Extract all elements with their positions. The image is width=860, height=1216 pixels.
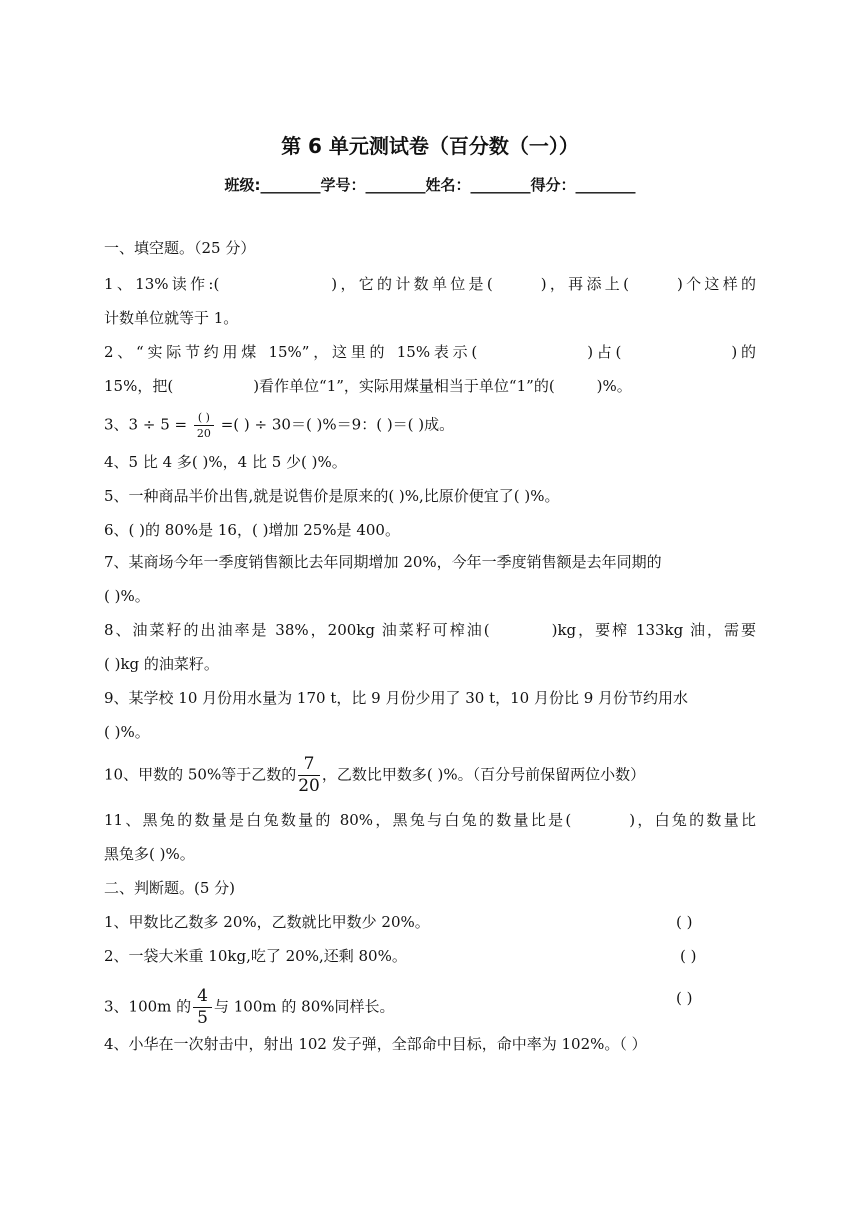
question-2-line-1: 2、“实际节约用煤 15%”，这里的 15%表示( )占( )的 [104, 343, 756, 361]
student-info-line: 班级:________学号：________姓名：________得分：________ [224, 176, 636, 194]
section-true-false-heading: 二、判断题。(5 分) [104, 879, 236, 897]
question-6: 6、( )的 80%是 16，( )增加 25%是 400。 [104, 521, 400, 539]
fraction-7-over-20: $\frac{7}{20}$ [298, 754, 320, 796]
question-3: 3、3 ÷ 5 = $\frac{( )}{20}$ =( ) ÷ 30＝( )%＝9：( )＝( )成。 [104, 411, 455, 440]
judge-2: 2、一袋大米重 10kg,吃了 20%,还剩 80%。 [104, 947, 407, 965]
judge-3-answer-blank: ( ) [676, 989, 693, 1007]
question-4: 4、5 比 4 多( )%，4 比 5 少( )%。 [104, 453, 347, 471]
question-9-line-1: 9、某学校 10 月份用水量为 170 t，比 9 月份少用了 30 t，10 月份比 9 月份节约用水 [104, 689, 689, 707]
question-7-line-1: 7、某商场今年一季度销售额比去年同期增加 20%，今年一季度销售额是去年同期的 [104, 553, 662, 571]
judge-4: 4、小华在一次射击中，射出 102 发子弹，全部命中目标，命中率为 102%。（ ） [104, 1035, 647, 1053]
judge-3: 3、100m 的 $\frac{4}{5}$ 与 100m 的 80%同样长。 [104, 986, 395, 1028]
question-8-line-2: ( )kg 的油菜籽。 [104, 655, 219, 673]
question-2-line-2: 15%，把( )看作单位“1”，实际用煤量相当于单位“1”的( )%。 [104, 377, 632, 395]
page-title: 第 6 单元测试卷（百分数（一）） [281, 134, 579, 158]
judge-1-answer-blank: ( ) [676, 913, 693, 931]
question-7-line-2: ( )%。 [104, 587, 150, 605]
question-5: 5、一种商品半价出售,就是说售价是原来的( )%,比原价便宜了( )%。 [104, 487, 560, 505]
question-11-line-2: 黑兔多( )%。 [104, 845, 195, 863]
question-8-line-1: 8、油菜籽的出油率是 38%，200kg 油菜籽可榨油( )kg，要榨 133kg 油，需要 [104, 621, 756, 639]
judge-1: 1、甲数比乙数多 20%，乙数就比甲数少 20%。 [104, 913, 430, 931]
section-fill-blank-heading: 一、填空题。（25 分） [104, 239, 256, 257]
question-11-line-1: 11、黑兔的数量是白兔数量的 80%，黑兔与白兔的数量比是( )，白兔的数量比 [104, 811, 756, 829]
fraction-blank-over-20: $\frac{( )}{20}$ [194, 412, 214, 439]
question-1-line-2: 计数单位就等于 1。 [104, 309, 239, 327]
fraction-4-over-5: $\frac{4}{5}$ [193, 988, 212, 1027]
question-10: 10、甲数的 50%等于乙数的 $\frac{7}{20}$ ，乙数比甲数多( )%。（百分号前保留两位小数） [104, 754, 646, 796]
question-1-line-1: 1、13%读作:( )，它的计数单位是( )，再添上( )个这样的 [104, 275, 756, 293]
judge-2-answer-blank: ( ) [680, 947, 697, 965]
question-9-line-2: ( )%。 [104, 723, 150, 741]
